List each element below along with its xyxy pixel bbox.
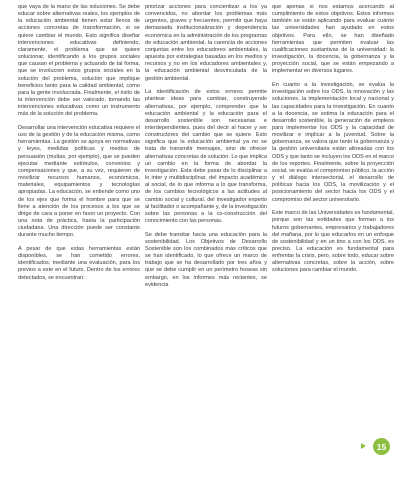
page-number: 15 (376, 441, 387, 452)
text-column-middle (145, 4, 267, 289)
paragraph: A pesar de que estas herramientas están disponibles, se han cometido errores, identificados, mediante una evaluación, para los previos a este en el futuro. Dentro de los errores detectados, se encuentran: (18, 246, 140, 281)
paragraph: que apenas si nos estamos acercando al cumplimiento de estos objetivos. Estos informes también se están aplicando para evaluar cuánto las universidades han ayudado en estos objetivos. Para ello, se han diseñado herramientas que permiten evaluar las cualificaciones sustantivas de la universidad: la investigación, la docencia, la gobernanza y la proyección social, que se están empezando a implementar en diversos lugares. (272, 4, 394, 75)
paragraph: La identificación de estos errores permite plantear ideas para cambiar, construyendo alternativas, por ejemplo, comprender que la educación ambiental y la educación para el desarrollo sostenible son necesarias e interdependientes, pues del decir al hacer y ser constructores del cambio que se quiere. Esto significa que la educación ambiental ya no se trata de transmitir mensajes, sino de ofrecer alternativas concretas de solución. Lo que implica un cambio en la forma de abordar la investigación. Esta debe pasar de lo disciplinar a lo inter y multidisciplinar, del impacto académico al social, de lo que informa a lo que transforma, de los cambios tecnológicos a las actitudes al cambio social y cultural, del investigador experto al facilitador o acompañante y, de la investigación sobre las personas a la co-construcción del conocimiento con las personas. (145, 89, 267, 225)
paragraph: En cuanto a la investigación, se evalúa la investigación sobre los ODS, la innovación y las soluciones, la implementación local y nacional y las capacidades para la investigación. En cuanto a la docencia, se estima la educación para el desarrollo sostenible, la generación de empleos para implementar los ODS y la capacidad de movilizar e implicar a la juventud. Sobre la gobernanza, se valora que tanto la gobernanza y la gestión universitaria están alineadas con los ODS y que tanto se incluyen los ODS en el marco de los reportes. Finalmente, sobre la proyección social, se evalúa el compromiso público, la acción y el diálogo intersectorial, el desarrollo de políticas hacia los ODS, la movilización y el posicionamiento del sector hacia los ODS y el compromiso del sector universitario. (272, 82, 395, 203)
text-column-left (18, 4, 140, 282)
paragraph: Este marco de las Universidades es fundamental, porque son las entidades que forman a los futuros gobernantes, empresarios y trabajadores del mañana, por lo que educarlos en un enfoque de sostenibilidad y en un tino a con los ODS, es preciso. La educación es fundamental para enfrentar la crisis, pero, sobre todo, educar sobre alternativas concretas, sobre la acción, sobre soluciones para cambiar el mundo. (272, 210, 394, 274)
paragraph: Se debe transitar hacia una educación para la sostenibilidad. Los Objetivos de Desarrollo Sostenible son los combinados más críticos que se han identificado, lo que ofrece un marco de trabajo que se ha desarrollado por tres años y que se debe cumplir en un perímetro hoseas sin embargo, en los informes más recientes, se evidencia (145, 231, 267, 288)
page-marker-arrow-icon (361, 443, 366, 449)
paragraph: priorizar acciones para concientizar a los ya convencidos, no abordar los problemas más urgentes, graves y frecuentes, permitir que haya demasiada institucionalización y dependencia económica en la administración de los programas de educación ambiental, la carencia de acciones conjuntas entre los educadores ambientales, la apuesta por estrategias basadas en los medios y recursos y no en los educadores ambientales y, la educación ambiental desvinculada de la gestión ambiental. (145, 4, 267, 82)
page-number-badge (373, 438, 390, 455)
paragraph: que vaya de la mano de las soluciones. Se debe educar sobre alternativas reales, los ejemplos de la educación ambiental tienen estar llenos de acciones concretas de transformación, si se quiere cambiar el mundo. Esto significa diseñar intervenciones educativas definiendo, claramente, el problema que se quiere solucionar, identificando a los grupos sociales que causan el problema y actuando de tal forma, que se involucren estos grupos sociales en la solución del problema, solución que implique beneficios tanto para la calidad ambiental, como para la gente involucrada. Finalmente, el éxito de la intervención debe ser valorado, tomando las intervenciones educativas como un instrumento más de la solución del problema. (18, 4, 140, 118)
text-column-right (272, 4, 394, 275)
paragraph: Desarrollar una intervención educativa requiere el uso de la gestión y de la educación misma, como herramientas. La gestión se apoya en normativas y leyes, medidas políticas y medios de persuasión (multas, por ejemplo), que se pueden ejecutar mediante estímulos, convenios y compensaciones y que, a su vez, requieren de movilizar recursos humanos, económicos, materiales, equipamientos y tecnologías apropiadas. La educación, se entiende como uno de los ejes que forma el hombre para que se llene a atención de los procesos a los que se dirige de cara a poner en favor un proyecto. Con una nota de práctica, hasta la participación ciudadana. Una dirección puede ser constante durante mucho tiempo. (18, 125, 140, 239)
